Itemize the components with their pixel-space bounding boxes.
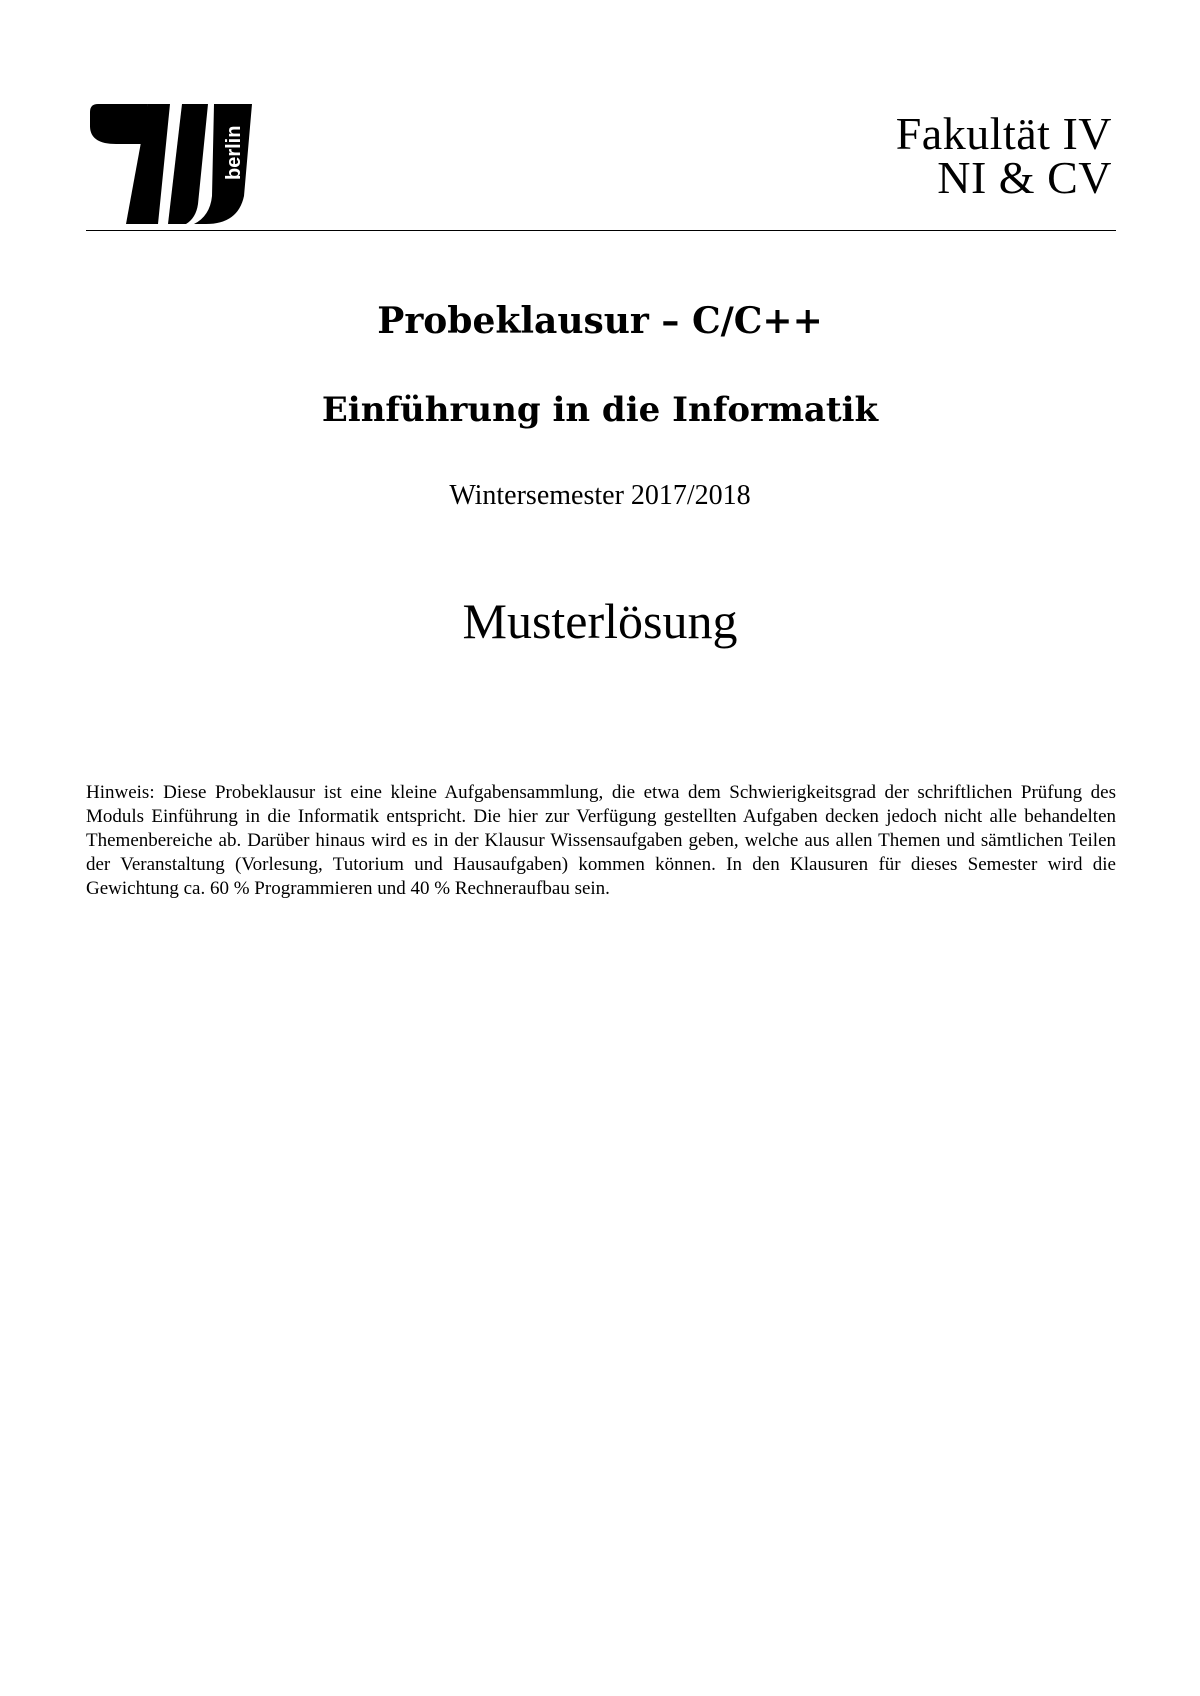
- university-logo: [86, 100, 256, 228]
- exam-note: Hinweis: Diese Probeklausur ist eine kleine Aufgabensammlung, die etwa dem Schwierigkeitsgrad der schriftlichen Prüfung des Moduls Einführung in die Informatik entspricht. Die hier zur Verfügung gestellten Aufgaben decken jedoch nicht alle behandelten Themenbereiche ab. Darüber hinaus wird es in der Klausur Wissensaufgaben geben, welche aus allen Themen und sämtlichen Teilen der Veranstaltung (Vorlesung, Tutorium und Hausaufgaben) kommen können. In den Klausuren für dieses Semester wird die Gewichtung ca. 60 % Programmieren und 40 % Rechneraufbau sein.: [86, 782, 1116, 899]
- semester-label: Wintersemester 2017/2018: [449, 480, 751, 511]
- faculty-name: Fakultät IV: [895, 108, 1112, 159]
- faculty-heading: [895, 108, 1112, 203]
- header-divider: [86, 230, 1116, 231]
- department-name: NI & CV: [937, 152, 1112, 203]
- logo-text: berlin: [223, 125, 245, 180]
- document-title: Probeklausur – C/C++: [377, 300, 823, 342]
- course-title: Einführung in die Informatik: [321, 390, 879, 430]
- solution-heading: Musterlösung: [462, 593, 738, 649]
